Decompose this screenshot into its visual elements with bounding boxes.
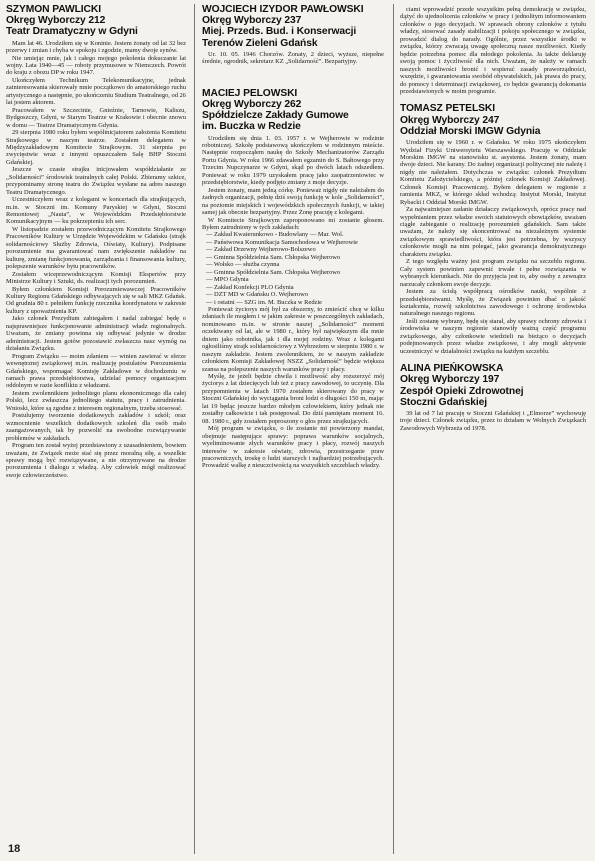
candidate-text xyxy=(202,135,384,470)
paragraph: W listopadzie zostałem przewodniczącym Komitetu Strajkowego Pracowników Kultury w Urzędzie Wojewódzkim w Gdańsku (strajk solidarnościowy Służby Zdrowia, Oświaty, Kultury). Podpisane porozumienie ma gwarantować nam zwiększenie nakładów na kulturę, zmianę funkcjonowania, zarządzania i finansowania kultury, polepszenie warunków bytu pracowników. xyxy=(6,225,186,271)
newspaper-page xyxy=(6,4,591,857)
column-divider xyxy=(194,4,195,854)
paragraph: Program Związku — moim zdaniem — winien zawierać w sferze wewnętrznej związkowej m.in. realizację postulatów Porozumienia Gdańskiego, wspomagać Komisję Zakładowe w dochodzeniu w ramach prawa przedsiębiorstwa, udzielać pomocy organizacjom oddolnym w razie konfliktu z władzami. xyxy=(6,352,186,390)
paragraph: Uczestniczyłem wraz z kolegami w koncertach dla strajkujących, m.in. w Stoczni im. Komuny Paryskiej w Gdyni, Stoczni Remontowej „Nauta”, w Wojewódzkim Przedsiębiorstwie Komunikacyjnym — ku pokrzepieniu ich serc. xyxy=(6,196,186,226)
list-item: — Zakład Konfekcji PLO Gdynia xyxy=(206,283,294,291)
page-number: 18 xyxy=(8,843,21,855)
candidate-pienkowska xyxy=(400,363,586,432)
workplace-list xyxy=(202,231,384,306)
paragraph: Program ten został wyżej przedstawiony z uzasadnieniem, bowiem uważam, że Związek może stać się przez moralną siłę, a wszelkie sprawy mogą być rozwiązywane, a nie otrzymywane na drodze porozumienia i dialogu z władzą. Aby człowiek mógł realizować swoje człowieczeństwo. xyxy=(6,442,186,479)
paragraph: 39 lat od 7 lat pracuję w Stoczni Gdańskiej i „Elmorze” wychowuję troje dzieci. Członek związku, przez to działam w Wolnych Związkach Zawodowych Wybrzeża od 1978. xyxy=(400,410,586,432)
list-item: — DZT MD w Gdańsku O. Wejherowo xyxy=(206,291,309,299)
paragraph: Zostałem wiceprzewodniczącym Komisji Ekspertów przy Ministrze Kultury i Sztuki, ds. realizacji tych porozumień. xyxy=(6,270,186,286)
list-item: — i ostatni — SZG im. M. Buczka w Redzie xyxy=(206,298,323,306)
list-item: — MPO Gdynia xyxy=(206,276,249,284)
paragraph: Ukończyłem Technikum Telekomunikacyjne, jednak zainteresowania skierowały mnie początkowo do amatorskiego ruchu artystycznego a następnie, po ukończeniu Studium Teatralnego, od 26 lat jestem aktorem. xyxy=(6,76,186,107)
column-2 xyxy=(202,4,384,857)
continued-text xyxy=(400,6,586,95)
candidate-heading: SZYMON PAWLICKI Okręg Wyborczy 212 Teatr Dramatyczny w Gdyni xyxy=(6,4,138,38)
column-divider xyxy=(393,4,394,854)
candidate-heading: WOJCIECH IZYDOR PAWŁOWSKI Okręg Wyborczy 237 Miej. Przeds. Bud. i Konserwacji Terenów Zieleni Gdańsk xyxy=(202,4,364,49)
paragraph: Z tego względu ważny jest program związku na szczeblu regionu. Cały system powinien zapewnić trwałe i pełne rozwiązania w wybranych kierunkach. Nie do przyjęcia jest to, aby osoby z zewnątrz narzucały członkom swoje decyzje. xyxy=(400,258,586,288)
list-item: — Gminna Spółdzielnia Sam. Chłopska Wejherowo xyxy=(206,253,341,261)
paragraph: Myślę, że jeżeli będzie chwila i możliwość aby rozszerzyć mój życiorys z lat dziecięcych lub też z pracy zawodowej, to uczynię. Dla przypomnienia w latach 1970 zostałem skierowany do pracy w Stoczni Gdańskiej do wyciągania broni łodzi o długości 150 m, mając lat 19 będąc jeszcze bardzo młodym człowiekiem, który jednak nie zostałby całkowicie i tak postępował. Do dziś pamiętam moment 16. 08. 1980 r., gdy zostałem poproszony o głos przez strajkujących. xyxy=(202,373,384,425)
paragraph: Pracowałem w Szczecinie, Gnieźnie, Tarnowie, Kaliszu, Bydgoszczy, Gdyni, w Starym Teatrze w Krakowie i obecnie znowu w domu — Teatrze Dramatycznym Gdynia. xyxy=(6,106,186,129)
paragraph: Jestem za ścisłą współpracą ośrodków nauki, wspólnie z przedsiębiorstwami. Myślę, że Związek powinien dbać o jakość kształcenia, rozwój szkolnictwa zawodowego i ochronę środowiska naturalnego naszego regionu. xyxy=(400,288,586,318)
candidate-heading: MACIEJ PELOWSKI Okręg Wyborczy 262 Spółdzielcze Zakłady Gumowe im. Buczka w Redzie xyxy=(202,87,349,133)
paragraph: Mam lat 46. Urodziłem się w Koninie. Jestem żonaty od lat 32 bez przerwy i zmian i chyba w spokoju i zgodzie, mamy dwoje synów. xyxy=(6,39,186,55)
paragraph: Za najważniejsze zadanie działaczy związkowych, oprócz pracy nad wypełnianiem przez władze swoich statutowych obowiązków, uważam ciągłe zabieganie o realizację porozumień gdańskich. Sam także uważam, że należy się skoncentrować na niezależnym systemie związkowym sprawiedliwości, która jest potrzebna, by wszyscy członkowie mogli na nim polegać, jako gwarancja demokratycznego charakteru związku. xyxy=(400,206,586,258)
list-item: — Państwowa Komunikacja Samochodowa w Wejherowie xyxy=(206,238,358,246)
candidate-pawlicki xyxy=(6,4,186,479)
paragraph: Jeśli zostanę wybrany, będę się starał, aby sprawy ochrony zdrowia i środowiska w naszym regionie stanowiły ważną część programu związkowego, aby członkowie wiedzieli na bieżąco o decyzjach podejmowanych przez władze związkowe, i aby mogli aktywnie uczestniczyć w działalności związku na każdym szczeblu. xyxy=(400,317,586,355)
paragraph: Urodziłem się w 1960 r. w Gdańsku. W roku 1975 ukończyłem Wydział Fizyki Uniwersytetu Warszawskiego. Pracuję w Oddziale Morskim IMGW na stanowisku st. asystenta. Jestem żonaty, mam dwoje dzieci. Nie karany. Do żadnej organizacji politycznej nie należę i nigdy nie należałem. Dotychczas w związku: członek Prezydium Komitetu Założycielskiego, a później członek Komisji Zakładowej. Członek Komisji Pracowniczej. Byłem delegatem w regionie z ramienia MKZ, w którego skład wchodzą: Instytut Morski, Instytut Rybacki i Oddział Morski IMGW. xyxy=(400,139,586,206)
paragraph: Nie umiejąc mnie, jak i całego mojego pokolenia dokuczanie lat wojny. Lata 1940—45 — roboty przymusowe w Niemczech. Powrót do kraju z obozu DP w roku 1947. xyxy=(6,54,186,77)
paragraph: Urodziłem się dnia 1. 03. 1957 r. w Wejherowie w rodzinie robotniczej. Szkołę podstawową ukończyłem w rodzinnym mieście. Następnie rozpocząłem naukę do Szkoły Mechanizatorów Zarządu Portu Gdynia. W roku 1966 zdawałem egzamin do S. Bałtowego przy Trzecim Nupczynarze w Gdyni, skąd po dwóch latach odszedłem. Ponieważ w roku 1979 uzyskałem pracę jako zaopatrzeniowiec w przedsiębiorstwie, kiedy podjęto zmiany z moje decyzje. xyxy=(202,134,384,187)
candidate-text xyxy=(6,40,186,480)
column-1 xyxy=(6,4,186,857)
candidate-petelski xyxy=(400,103,586,355)
paragraph: Postulujemy tworzenie dodatkowych zakładów i szkół; oraz wzmocnienie wszelkich dodatkowych szkoleń dla osób mało zaangażowanych, tak by pozwolić na swobodne rozwiązywanie problemów w zakładach. xyxy=(6,412,186,442)
paragraph: Byłem członkiem Komisji Porozumiewawczej Pracowników Kultury Regionu Gdańskiego odbywających się w sali MKZ Gdańsk. Od grudnia 80 r. pełniłem funkcję rzecznika koordynatora w zakresie kultury z upoważnienia KP. xyxy=(6,285,186,315)
paragraph: Jeszcze w czasie strajku inicjowałem współdziałanie ze „Solidarności” środowisk teatralnych całej Polski. Zbieramy szkice, przypominamy stronę teatru do Związku wysłane na adres naszego Teatru Dramatycznego. xyxy=(6,166,186,196)
candidate-text xyxy=(400,139,586,355)
paragraph: Jestem zwolennikiem jednolitego planu ekonomicznego dla całej Polski, lecz zwłaszcza jednolitego statutu, pracy i zatrudnienia. Wnioski, które są zgodne z interesem regionalnym, trzeba stosować. xyxy=(6,389,186,412)
paragraph: 29 sierpnia 1980 roku byłem współinicjatorem założenia Komitetu Strajkowego w naszym teatrze. Zostałem delegatem w Międzyzakładowym Komitecie Strajkowym. 31 sierpnia po zwycięstwie wraz z innymi opuszczałem Salę BHP Stoczni Gdańskiej. xyxy=(6,129,186,166)
candidate-pelowski xyxy=(202,88,384,470)
candidate-text xyxy=(202,51,384,66)
paragraph: W Komitecie Strajkowym zaproponowano mi zostanie głosem. Byłem zatrudniony w tych zakładach: xyxy=(202,216,384,231)
paragraph: Jestem żonaty, mam jedną córkę. Ponieważ nigdy nie należałem do żadnych organizacji, pełnię dziś swoją funkcję w kole „Solidarności”, na poziomie miejskich i wojewódzkich społecznych funkcji, w takiej samej jak obecnie bezpartyjny. Przez Żonę pracuję z kolegami. xyxy=(202,186,384,217)
list-item: — Gminna Spółdzielnia Sam. Chłopska Wejherowo xyxy=(206,268,341,276)
candidate-heading: ALINA PIEŃKOWSKA Okręg Wyborczy 197 Zespół Opieki Zdrowotnej Stoczni Gdańskiej xyxy=(400,363,524,408)
candidate-heading: TOMASZ PETELSKI Okręg Wyborczy 247 Oddział Morski IMGW Gdynia xyxy=(400,103,541,137)
paragraph: Mój program w związku, o ile zostanie mi powierzony mandat, obejmuje następujące sprawy: poprawa warunków socjalnych, wyeliminowanie złych warunków pracy i płacy, rozwój naszych interesów w zakresie oświaty, zdrowia, przestrzeganie praw pracowniczych, troskę o ludzi starszych i najbardziej potrzebujących. Prowadzić walkę z nieuczciwością na wszystkich szczeblach władzy. xyxy=(202,425,384,470)
list-item: — Wołsko — służba czynna xyxy=(206,261,280,269)
paragraph: Ponieważ życiorys mój był za obszerny, to zmieścić chcę w kilku zdaniach ile mogłem i w jakim zakresie w poszczególnych zakładach, nominowano m.in. w stronie naszej „Solidarności” moment oczekiwany od lat, ale w 1980 r., który był największym dla mnie dniem jako robotnika, jak i dla mojej rodziny. Wraz z kolegami ogłosiliśmy strajk solidarnościowy z Wybrzeżem w sierpniu 1980 r. w naszym zakładzie. Jestem zwolennikiem, że w naszym zakładzie członkiem Komisji Zakładowej NSZZ „Solidarność” będzie większa szansa na polepszenie naszych warunków pracy i płacy. xyxy=(202,305,384,373)
paragraph: Ur. 10. 05. 1946 Chorzów. Żonaty, 2 dzieci, wyższe, niepełne średnie, ogrodnik, sekretarz KZ „Solidarność”. Bezpartyjny. xyxy=(202,50,384,66)
candidate-pawlowski xyxy=(202,4,384,66)
candidate-text xyxy=(400,410,586,432)
paragraph: Jako członek Prezydium zabiegałem i nadal zabiegać będę o najsprawniejsze funkcjonowanie administracji władz regionalnych. Uważam, że zmiany powinna się odbywać jedynie w drodze administracji. Jestem gotów pozostawić zwłaszcza nasz wymóg na działaniu Związku. xyxy=(6,315,186,353)
paragraph: ciami wprowadzić przede wszystkim pełną demokrację w związku, dążyć do ujednolicenia członków w pracy i jednolitym informowaniem członków o jego decyzjach. W sprawach obrony członków z tytułu władzy, stosować zasady stabilizacji i pokoju społecznego w związku, prowadzić dialog do narady. Ogólnie, przez wszystkie środki w związku, którzy zwracają uwagę społeczną nasze możliwości. Kiedy będzie potrzebna pomoc dla młodego pokolenia. Ja także deklaruję swoją pomoc i życzliwość dla nich. Uważam, że należy w ramach naszych możliwości bronić i wspierać zasady praworządności, wszędzie, i gwarantowania swobód obywatelskich, jak prawa do pracy, do pomocy i determinacji związkowej, co będzie gwarancją dokonania przedstawionych w moim programie. xyxy=(400,6,586,95)
candidate-text xyxy=(400,6,586,95)
list-item: — Zakład Drzewny Wejherowo-Bolszewo xyxy=(206,246,316,254)
list-item: — Zakład Kwaterunkowo - Budowlany — Mar. Wol. xyxy=(206,231,344,239)
column-3 xyxy=(400,4,586,857)
